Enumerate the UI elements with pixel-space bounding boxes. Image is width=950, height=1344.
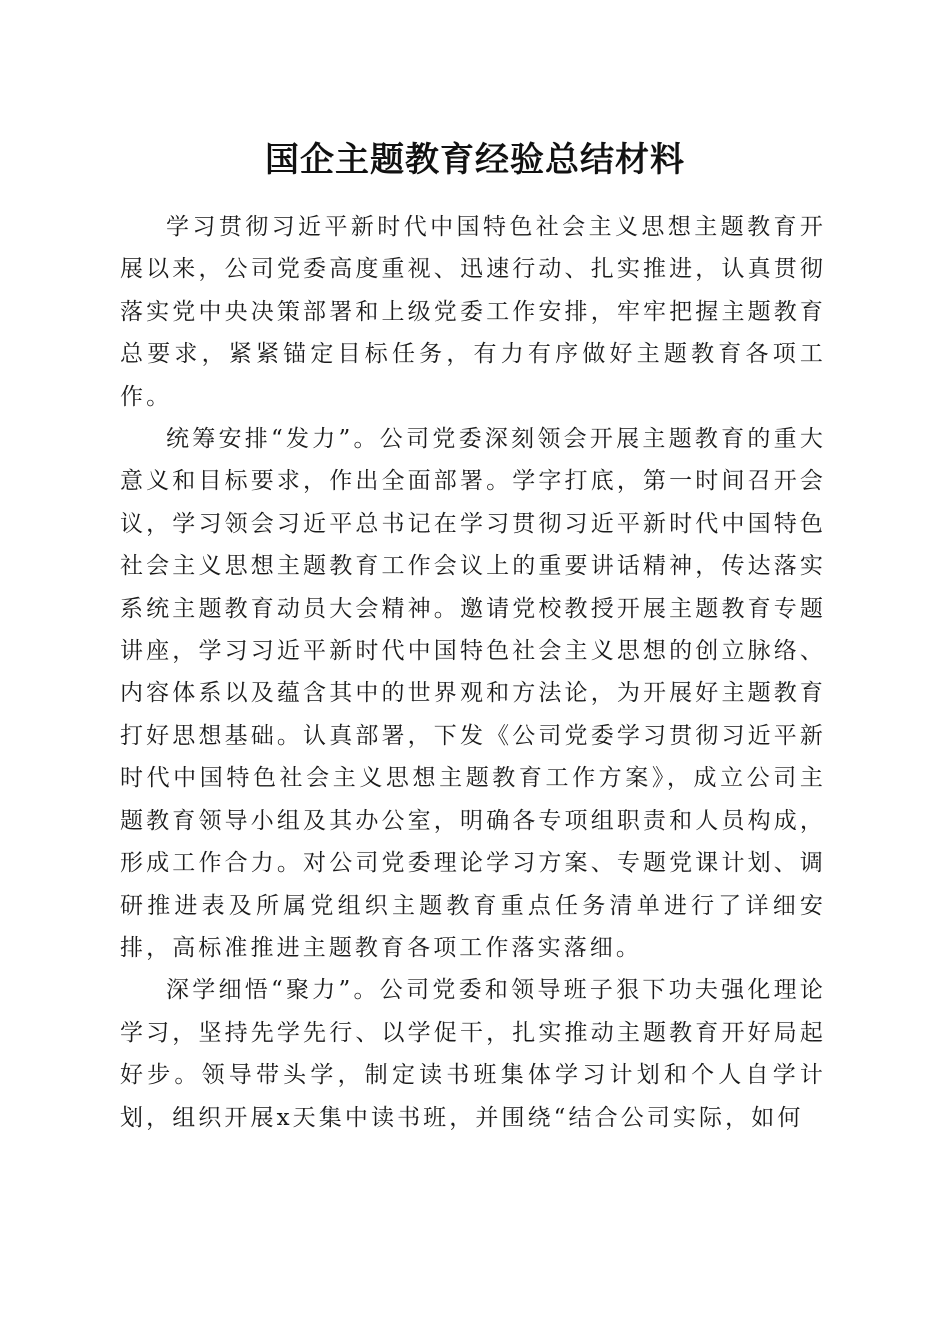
paragraph-deep-study: 深学细悟“聚力”。公司党委和领导班子狠下功夫强化理论学习，坚持先学先行、以学促干，扎实推动主题教育开好局起好步。领导带头学，制定读书班集体学习计划和个人自学计划，组织开展x天集中读书班，并围绕“结合公司实际，如何 <box>120 977 826 1131</box>
document-body <box>120 206 826 1139</box>
paragraph-overall-planning: 统筹安排“发力”。公司党委深刻领会开展主题教育的重大意义和目标要求，作出全面部署。学字打底，第一时间召开会议，学习领会习近平总书记在学习贯彻习近平新时代中国特色社会主义思想主题教育工作会议上的重要讲话精神，传达落实系统主题教育动员大会精神。邀请党校教授开展主题教育专题讲座，学习习近平新时代中国特色社会主义思想的创立脉络、内容体系以及蕴含其中的世界观和方法论，为开展好主题教育打好思想基础。认真部署，下发《公司党委学习贯彻习近平新时代中国特色社会主义思想主题教育工作方案》，成立公司主题教育领导小组及其办公室，明确各专项组职责和人员构成，形成工作合力。对公司党委理论学习方案、专题党课计划、调研推进表及所属党组织主题教育重点任务清单进行了详细安排，高标准推进主题教育各项工作落实落细。 <box>120 426 826 961</box>
document-title: 国企主题教育经验总结材料 <box>265 140 685 180</box>
paragraph-intro: 学习贯彻习近平新时代中国特色社会主义思想主题教育开展以来，公司党委高度重视、迅速行动、扎实推进，认真贯彻落实党中央决策部署和上级党委工作安排，牢牢把握主题教育总要求，紧紧锚定目标任务，有力有序做好主题教育各项工作。 <box>120 214 826 410</box>
